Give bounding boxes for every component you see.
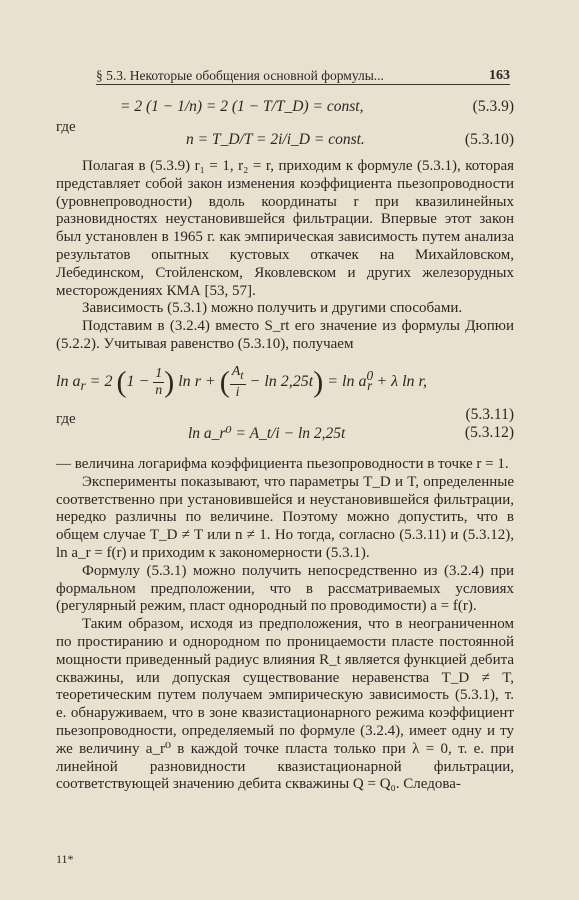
- equation-number: (5.3.12): [464, 424, 514, 441]
- paragraph: — величина логарифма коэффициента пьезопроводности в точке r = 1.: [56, 456, 509, 472]
- equation-text: n = T_D/T = 2i/i_D = const.: [186, 131, 365, 148]
- equation-5-3-12: [56, 424, 514, 446]
- equation-5-3-9: [56, 98, 514, 120]
- page-number: 163: [489, 68, 510, 83]
- running-header: [96, 62, 510, 85]
- paragraph: Формулу (5.3.1) можно получить непосредственно из (3.2.4) при формальном предположении, что в рассматриваемых условиях (регулярный режим, пласт однородный по проводимости) a = f(r).: [56, 562, 514, 615]
- signature-mark: 11*: [56, 852, 74, 866]
- equation-number: (5.3.10): [464, 131, 514, 148]
- header-title: § 5.3. Некоторые обобщения основной формулы...: [96, 68, 384, 83]
- paragraph: Полагая в (5.3.9) r₁ = 1, r₂ = r, приходим к формуле (5.3.1), которая представляет собой закон изменения коэффициента пьезопроводности (уровнепроводности) вдоль координаты r при квазилинейных разновидностях неустановившейся фильтрации. Впервые этот закон был установлен в 1965 г. как эмпирическая зависимость путем анализа результатов опытных кустовых откачек на Михайловском, Лебединском, Стойленском, Яковлевском и других железорудных месторождениях КМА [53, 57].: [56, 158, 514, 299]
- equation-number: (5.3.9): [472, 98, 514, 115]
- text-block-2: [56, 456, 514, 794]
- word-gde: где: [56, 119, 76, 135]
- equation-text: ln a_r⁰ = A_t/i − ln 2,25t: [188, 425, 346, 442]
- paragraph: Эксперименты показывают, что параметры T_D и T, определенные соответственно при установившейся и неустановившейся фильтрации, нередко различны по величине. Поэтому можно допустить, что в общем случае T_D ≠ T или n ≠ 1. Но тогда, согласно (5.3.11) и (5.3.12), ln a_r = f(r) и приходим к закономерности (5.3.1).: [56, 473, 514, 561]
- equation-5-3-10: [56, 131, 514, 153]
- equation-text: = 2 (1 − 1/n) = 2 (1 − T/T_D) = const,: [120, 98, 364, 115]
- paragraph: Зависимость (5.3.1) можно получить и другими способами.: [82, 300, 463, 317]
- paragraph: Подставим в (3.2.4) вместо S_rt его значение из формулы Дюпюи (5.2.2). Учитывая равенство (5.3.10), получаем: [56, 318, 514, 352]
- equation-5-3-11: [56, 364, 514, 408]
- word-gde: где: [56, 411, 76, 427]
- paragraph: Таким образом, исходя из предположения, что в неограниченном по простиранию и однородном по проницаемости пласте постоянной мощности приведенный радиус влияния R_t является функцией дебита скважины, или допуская существование неравенства T_D ≠ T, теоретическим путем получаем эмпирическую зависимость (5.3.1), т. е. обнаруживаем, что в зоне квазистационарного режима коэффициент пьезопроводности, определяемый по формуле (3.2.4), имеет одну и ту же величину a_r⁰ в каждой точке пласта только при λ = 0, т. е. при линейной разновидности квазистационарной фильтрации, соответствующей значению дебита скважины Q = Q₀. Следова-: [56, 616, 514, 793]
- equation-formula: $\ln a_r = 2$ (1 − $\frac{1}{n}$ ) ln r + ( $\frac{A_t}{i}$ − $\ln 2,25t) = \ln a^0_r + \lambda$ ln r,: [56, 364, 427, 400]
- text-block-1: [56, 158, 514, 354]
- equation-number: (5.3.11): [465, 406, 514, 423]
